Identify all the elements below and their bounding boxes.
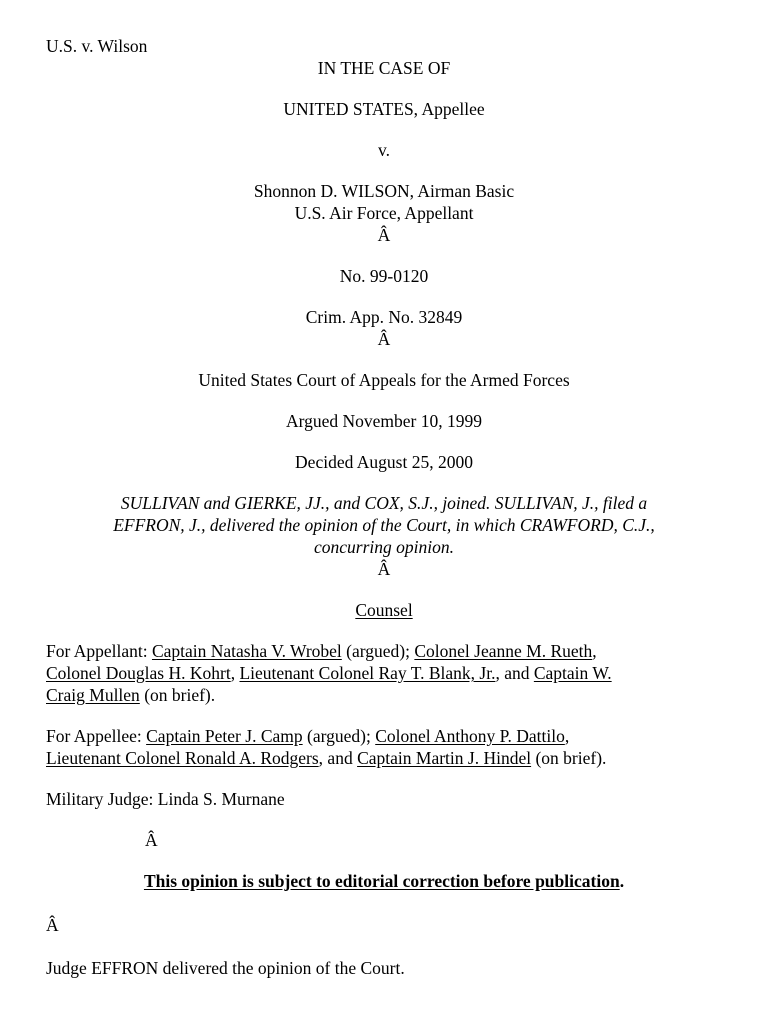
counsel-heading bbox=[0, 599, 768, 621]
opinion-summary-line1: SULLIVAN and GIERKE, JJ., and COX, S.J., joined. SULLIVAN, J., filed a bbox=[120, 493, 648, 513]
spacer-glyph: Â bbox=[377, 329, 391, 349]
counsel-link-kohrt[interactable]: Colonel Douglas H. Kohrt bbox=[46, 663, 231, 683]
editorial-notice-period: . bbox=[619, 871, 625, 891]
counsel-link-blank[interactable]: Lieutenant Colonel Ray T. Blank, Jr. bbox=[239, 663, 496, 683]
appellant-counsel-line1 bbox=[46, 640, 736, 662]
counsel-link-hindel[interactable]: Captain Martin J. Hindel bbox=[357, 748, 532, 768]
spacer-glyph: Â bbox=[46, 915, 59, 935]
counsel-separator: (argued); bbox=[341, 641, 415, 661]
appellee-counsel-line1 bbox=[46, 725, 736, 747]
appellee-party: UNITED STATES, Appellee bbox=[283, 99, 485, 119]
appellant-counsel-line2 bbox=[46, 662, 736, 684]
counsel-separator: (argued); bbox=[302, 726, 376, 746]
military-judge: Military Judge: Linda S. Murnane bbox=[46, 789, 285, 809]
argued-date: Argued November 10, 1999 bbox=[285, 411, 483, 431]
appellant-counsel-line3 bbox=[46, 684, 736, 706]
counsel-link-rodgers[interactable]: Lieutenant Colonel Ronald A. Rodgers bbox=[46, 748, 319, 768]
opinion-summary-line2: EFFRON, J., delivered the opinion of the Court, in which CRAWFORD, C.J., bbox=[113, 515, 655, 535]
counsel-link-rueth[interactable]: Colonel Jeanne M. Rueth bbox=[414, 641, 593, 661]
opinion-first-line: Judge EFFRON delivered the opinion of the Court. bbox=[46, 958, 405, 978]
document-short-title: U.S. v. Wilson bbox=[46, 36, 148, 56]
counsel-link-mullen-part1[interactable]: Captain W. bbox=[533, 663, 612, 683]
counsel-link-wrobel[interactable]: Captain Natasha V. Wrobel bbox=[151, 641, 342, 661]
counsel-link-camp[interactable]: Captain Peter J. Camp bbox=[146, 726, 303, 746]
counsel-heading-text: Counsel bbox=[355, 600, 413, 620]
docket-number: No. 99-0120 bbox=[339, 266, 429, 286]
spacer-glyph: Â bbox=[145, 830, 158, 850]
decided-date: Decided August 25, 2000 bbox=[295, 452, 473, 472]
appellant-party-line1: Shonnon D. WILSON, Airman Basic bbox=[253, 181, 515, 201]
appellee-counsel-line2 bbox=[46, 747, 736, 769]
counsel-link-mullen-part2[interactable]: Craig Mullen bbox=[46, 685, 140, 705]
editorial-notice-text: This opinion is subject to editorial correction before publication bbox=[143, 871, 620, 891]
counsel-link-dattilo[interactable]: Colonel Anthony P. Dattilo bbox=[375, 726, 565, 746]
counsel-separator: , bbox=[564, 726, 570, 746]
spacer-glyph: Â bbox=[377, 225, 391, 245]
counsel-separator: (on brief). bbox=[139, 685, 216, 705]
counsel-separator: , bbox=[230, 663, 240, 683]
court-name: United States Court of Appeals for the Armed Forces bbox=[198, 370, 570, 390]
counsel-separator: , and bbox=[495, 663, 534, 683]
spacer-glyph: Â bbox=[377, 559, 391, 579]
opinion-summary-line3: concurring opinion. bbox=[314, 537, 454, 557]
versus: v. bbox=[378, 140, 390, 160]
appellant-party-line2: U.S. Air Force, Appellant bbox=[294, 203, 474, 223]
case-caption-heading: IN THE CASE OF bbox=[317, 58, 451, 78]
appellant-counsel-label: For Appellant: bbox=[46, 641, 152, 661]
counsel-separator: (on brief). bbox=[531, 748, 607, 768]
crim-app-number: Crim. App. No. 32849 bbox=[305, 307, 463, 327]
appellee-counsel-label: For Appellee: bbox=[46, 726, 147, 746]
editorial-notice bbox=[0, 870, 768, 892]
counsel-separator: , and bbox=[318, 748, 358, 768]
counsel-separator: , bbox=[592, 641, 597, 661]
